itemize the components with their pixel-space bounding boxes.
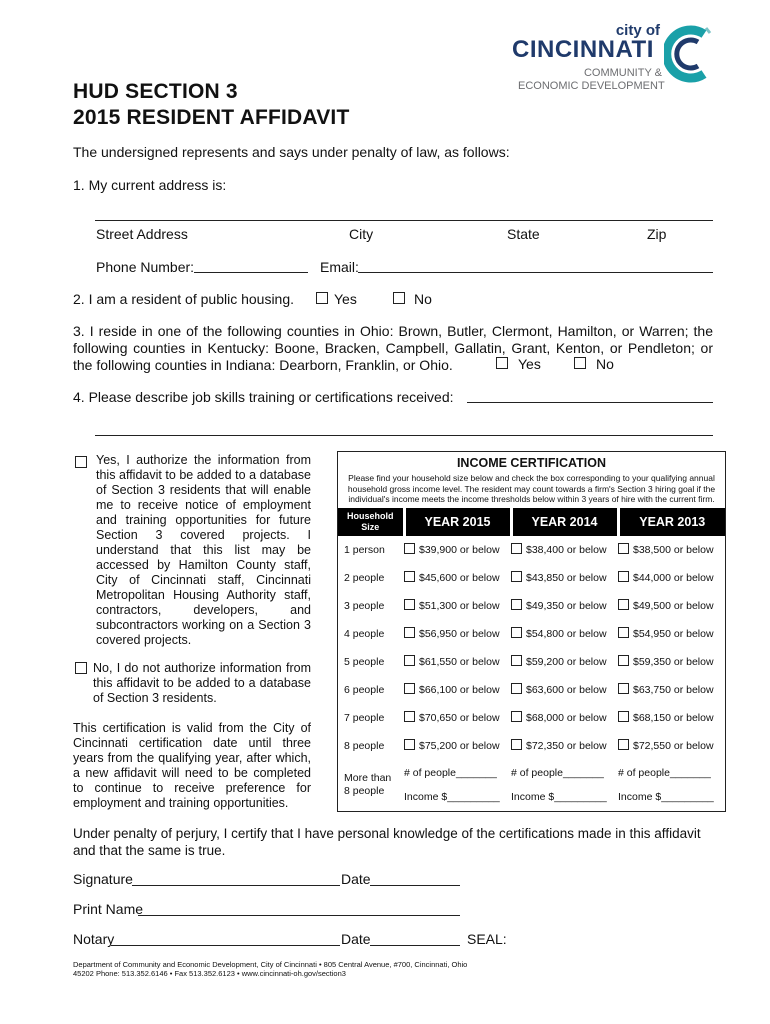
income-option[interactable]: $66,100 or below: [404, 676, 511, 704]
table-row: [338, 676, 725, 704]
income-option[interactable]: $68,000 or below: [511, 704, 618, 732]
income-option[interactable]: $54,950 or below: [618, 620, 725, 648]
job-skills-field-2[interactable]: [95, 422, 713, 436]
size-label: 7 people: [344, 711, 385, 724]
street-label: Street Address: [96, 226, 188, 242]
print-name-label: Print Name: [73, 901, 144, 917]
footer-line1: Department of Community and Economic Development, City of Cincinnati • 805 Central Avenue, #700, Cincinnati, Ohio: [73, 960, 468, 969]
checkbox[interactable]: [618, 683, 629, 694]
checkbox[interactable]: [511, 543, 522, 554]
income-option[interactable]: $70,650 or below: [404, 704, 511, 732]
size-label: 4 people: [344, 627, 385, 640]
custom-income-field[interactable]: # of people_______ Income $_________: [618, 766, 714, 803]
income-option[interactable]: $45,600 or below: [404, 564, 511, 592]
table-row: [338, 704, 725, 732]
county-no-label: No: [596, 356, 614, 372]
income-option[interactable]: $44,000 or below: [618, 564, 725, 592]
intro-text: The undersigned represents and says under penalty of law, as follows:: [73, 144, 510, 160]
size-label: 2 people: [344, 571, 385, 584]
checkbox[interactable]: [511, 683, 522, 694]
size-label: 3 people: [344, 599, 385, 612]
checkbox[interactable]: [618, 655, 629, 666]
phone-label: Phone Number:: [96, 259, 195, 275]
checkbox[interactable]: [618, 543, 629, 554]
income-table: [338, 508, 725, 810]
income-option[interactable]: $59,200 or below: [511, 648, 618, 676]
public-housing-no-checkbox[interactable]: [393, 292, 405, 304]
notary-field[interactable]: [111, 931, 340, 946]
certify-text: Under penalty of perjury, I certify that I have personal knowledge of the certifications made in this affidavit and that the same is true.: [73, 826, 701, 858]
city-label: City: [349, 226, 374, 242]
table-row: [338, 592, 725, 620]
income-option[interactable]: $63,750 or below: [618, 676, 725, 704]
checkbox[interactable]: [511, 655, 522, 666]
income-option[interactable]: $75,200 or below: [404, 732, 511, 760]
checkbox[interactable]: [511, 599, 522, 610]
checkbox[interactable]: [618, 571, 629, 582]
income-option[interactable]: $56,950 or below: [404, 620, 511, 648]
checkbox[interactable]: [618, 599, 629, 610]
county-yes-label: Yes: [518, 356, 541, 372]
logo-name: CINCINNATI: [512, 36, 654, 63]
page-title-line2: 2015 RESIDENT AFFIDAVIT: [73, 106, 350, 129]
income-option[interactable]: $51,300 or below: [404, 592, 511, 620]
public-housing-no-label: No: [414, 291, 432, 307]
notary-date-field[interactable]: [370, 931, 460, 946]
size-label: More than 8 people: [344, 771, 392, 797]
date-label: Date: [341, 871, 371, 887]
authorize-no-text: No, I do not authorize information from this affidavit to be added to a database of Section 3 residents.: [93, 661, 311, 705]
table-row-more-than-8: [338, 760, 725, 810]
page-title-line1: HUD SECTION 3: [73, 80, 238, 103]
checkbox[interactable]: [404, 683, 415, 694]
logo-dept-line2: ECONOMIC DEVELOPMENT: [518, 80, 665, 92]
q2-text: 2. I am a resident of public housing.: [73, 291, 295, 307]
checkbox[interactable]: [404, 627, 415, 638]
income-option[interactable]: $38,500 or below: [618, 536, 725, 564]
signature-field[interactable]: [132, 871, 340, 886]
q1-text: 1. My current address is:: [73, 177, 227, 193]
checkbox[interactable]: [618, 739, 629, 750]
income-option[interactable]: $38,400 or below: [511, 536, 618, 564]
checkbox[interactable]: [511, 739, 522, 750]
income-instructions: Please find your household size below and check the box corresponding to your qualifying annual household gross income level. The resident may count towards a firm's Section 3 hiring goal if the individual's income meets the income thresholds below within 3 years of hire with the current firm.: [347, 473, 716, 504]
q4-text: 4. Please describe job skills training or certifications received:: [73, 389, 454, 405]
seal-label: SEAL:: [467, 931, 507, 947]
custom-income-field[interactable]: # of people_______ Income $_________: [404, 766, 500, 803]
household-size-header: Household Size: [338, 508, 404, 536]
year-2014-header: YEAR 2014: [511, 508, 618, 536]
size-label: 6 people: [344, 683, 385, 696]
county-no-checkbox[interactable]: [574, 357, 586, 369]
q3-text: 3. I reside in one of the following counties in Ohio: Brown, Butler, Clermont, Hamilton, or Warren; the following counties in Kentucky: Boone, Bracken, Campbell, Gallatin, Grant, Kenton, or Pendleton; or the following counties in Indiana: Dearborn, Franklin, or Ohio.: [73, 323, 713, 373]
authorize-yes-text: Yes, I authorize the information from this affidavit to be added to a database of Section 3 residents that will enable me to receive notice of employment and training opportunities for future Section 3 covered projects. I understand that this list may be accessed by Hamilton County staff, City of Cincinnati staff, Cincinnati Metropolitan Housing Authority staff, contractors, developers, and subcontractors working on a Section 3 covered projects.: [96, 453, 311, 647]
income-certification-box: [337, 451, 726, 812]
validity-text: This certification is valid from the City of Cincinnati certification date until three years from the qualifying year, after which, a new affidavit will need to be completed to continue to receive preference for employment and training opportunities.: [73, 721, 311, 810]
state-label: State: [507, 226, 540, 242]
logo-c-mark-icon: [664, 24, 712, 84]
size-label: 5 people: [344, 655, 385, 668]
notary-date-label: Date: [341, 931, 371, 947]
income-option[interactable]: $72,350 or below: [511, 732, 618, 760]
table-row: [338, 732, 725, 760]
checkbox[interactable]: [404, 739, 415, 750]
checkbox[interactable]: [511, 571, 522, 582]
public-housing-yes-label: Yes: [334, 291, 357, 307]
signature-label: Signature: [73, 871, 133, 887]
print-name-field[interactable]: [138, 901, 460, 916]
checkbox[interactable]: [404, 599, 415, 610]
authorize-yes-checkbox[interactable]: [75, 456, 87, 468]
checkbox[interactable]: [404, 711, 415, 722]
checkbox[interactable]: [404, 571, 415, 582]
year-2013-header: YEAR 2013: [618, 508, 725, 536]
logo-city-of: city of: [615, 22, 660, 39]
custom-income-field[interactable]: # of people_______ Income $_________: [511, 766, 607, 803]
income-option[interactable]: $61,550 or below: [404, 648, 511, 676]
income-option[interactable]: $72,550 or below: [618, 732, 725, 760]
checkbox[interactable]: [511, 711, 522, 722]
checkbox[interactable]: [404, 543, 415, 554]
checkbox[interactable]: [618, 711, 629, 722]
city-logo: [512, 22, 712, 100]
table-row: [338, 648, 725, 676]
income-option[interactable]: $54,800 or below: [511, 620, 618, 648]
logo-dept-line1: COMMUNITY &: [583, 67, 662, 79]
income-option[interactable]: $43,850 or below: [511, 564, 618, 592]
size-label: 8 people: [344, 739, 385, 752]
date-field[interactable]: [370, 871, 460, 886]
checkbox[interactable]: [511, 627, 522, 638]
public-housing-yes-checkbox[interactable]: [316, 292, 328, 304]
size-label: 1 person: [344, 543, 385, 556]
job-skills-field[interactable]: [467, 389, 713, 403]
authorize-no-checkbox[interactable]: [75, 662, 87, 674]
notary-label: Notary: [73, 931, 115, 947]
email-field[interactable]: [358, 259, 713, 273]
income-title: INCOME CERTIFICATION: [456, 456, 607, 470]
phone-field[interactable]: [194, 259, 308, 273]
checkbox[interactable]: [404, 655, 415, 666]
income-option[interactable]: $49,350 or below: [511, 592, 618, 620]
footer-line2: 45202 Phone: 513.352.6146 • Fax 513.352.6123 • www.cincinnati-oh.gov/section3: [73, 969, 346, 978]
income-option[interactable]: $39,900 or below: [404, 536, 511, 564]
county-yes-checkbox[interactable]: [496, 357, 508, 369]
income-option[interactable]: $63,600 or below: [511, 676, 618, 704]
table-row: [338, 536, 725, 564]
table-row: [338, 564, 725, 592]
income-option[interactable]: $68,150 or below: [618, 704, 725, 732]
income-option[interactable]: $49,500 or below: [618, 592, 725, 620]
zip-label: Zip: [647, 226, 667, 242]
year-2015-header: YEAR 2015: [404, 508, 511, 536]
income-option[interactable]: $59,350 or below: [618, 648, 725, 676]
checkbox[interactable]: [618, 627, 629, 638]
address-field[interactable]: [95, 207, 713, 221]
email-label: Email:: [320, 259, 359, 275]
table-row: [338, 620, 725, 648]
